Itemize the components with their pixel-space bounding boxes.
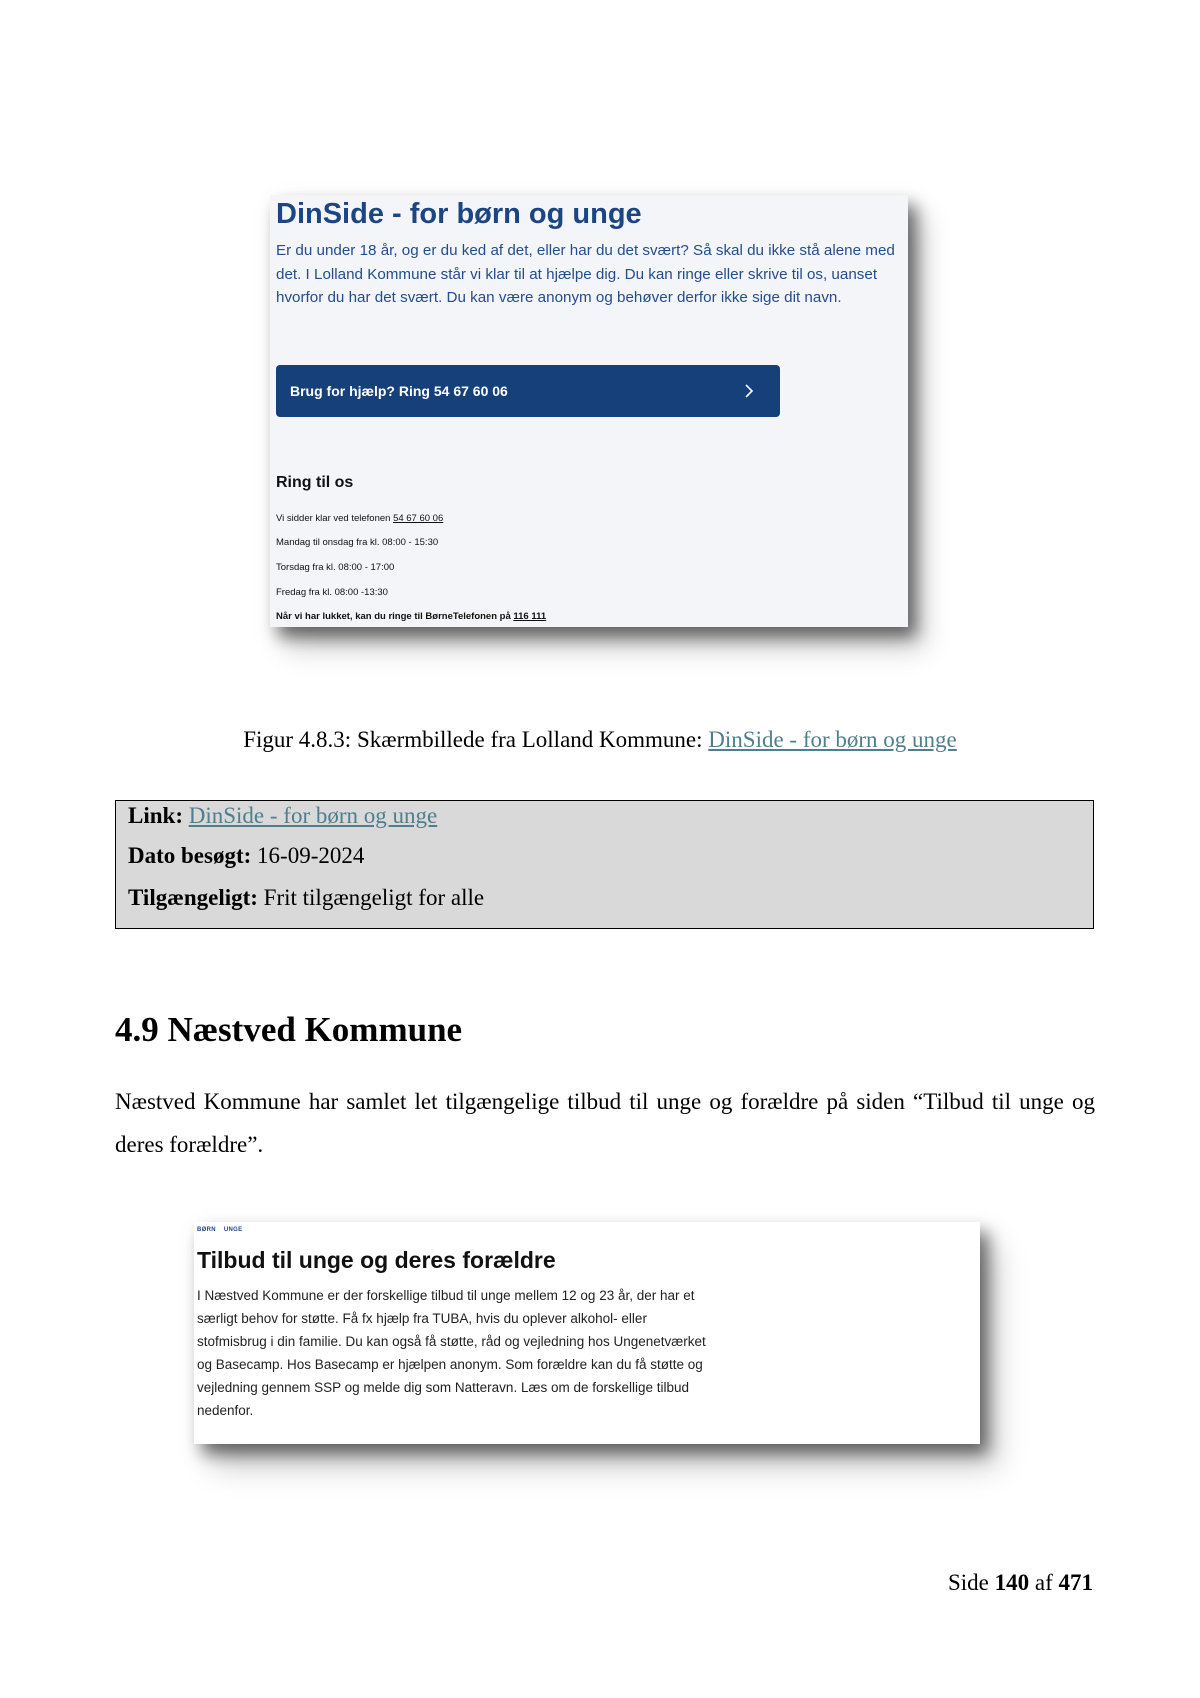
chevron-right-icon: [740, 381, 758, 401]
source-link[interactable]: DinSide - for børn og unge: [188, 803, 438, 828]
breadcrumb-item[interactable]: UNGE: [223, 1227, 243, 1233]
page-middle: af: [1029, 1570, 1059, 1595]
access-value: Frit tilgængeligt for alle: [263, 885, 485, 910]
figure-screenshot-naestved: [194, 1222, 980, 1444]
hours-mon-wed: Mandag til onsdag fra kl. 08:00 - 15:30: [276, 537, 439, 548]
figure2-body: I Næstved Kommune er der forskellige tilbud til unge mellem 12 og 23 år, der har et særligt behov for støtte. Få fx hjælp fra TUBA, hvis du oplever alkohol- eller stofmisbrug i din familie. Du kan også få støtte, råd og vejledning hos Ungenetværket og Basecamp. Hos Basecamp er hjælpen anonym. Som forældre kan du få støtte og vejledning gennem SSP og melde dig som Natteravn. Læs om de forskellige tilbud nedenfor.: [197, 1288, 706, 1418]
section-paragraph: Næstved Kommune har samlet let tilgængelige tilbud til unge og forældre på siden “Tilbud til unge og deres forældre”.: [115, 1089, 1095, 1157]
section-heading: 4.9 Næstved Kommune: [115, 1010, 463, 1049]
closed-line-text: Når vi har lukket, kan du ringe til BørneTelefonen på: [276, 611, 514, 622]
figure1-title: DinSide - for børn og unge: [276, 198, 642, 230]
phone-line-text: Vi sidder klar ved telefonen: [276, 513, 394, 524]
date-label: Dato besøgt:: [128, 843, 252, 868]
childline-phone-link[interactable]: 116 111: [513, 611, 547, 622]
source-info-box: [115, 800, 1094, 929]
access-label: Tilgængeligt:: [128, 885, 258, 910]
breadcrumb: [197, 1227, 250, 1233]
help-call-button[interactable]: [276, 365, 780, 417]
date-row: [128, 843, 364, 869]
page-prefix: Side: [947, 1570, 995, 1595]
phone-line: [276, 513, 443, 524]
figure1-intro: Er du under 18 år, og er du ked af det, eller har du det svært? Så skal du ikke stå alene med det. I Lolland Kommune står vi klar til at hjælpe dig. Du kan ringe eller skrive til os, uanset hvorfor du har det svært. Du kan være anonym og behøver derfor ikke sige dit navn.: [276, 242, 895, 306]
date-value: 16-09-2024: [257, 843, 365, 868]
caption-text: Figur 4.8.3: Skærmbillede fra Lolland Kommune:: [243, 727, 709, 752]
total-pages: 471: [1058, 1570, 1093, 1595]
link-label: Link:: [128, 803, 183, 828]
current-page: 140: [994, 1570, 1030, 1595]
breadcrumb-item[interactable]: BØRN: [197, 1227, 216, 1233]
figure2-title: Tilbud til unge og deres forældre: [197, 1247, 556, 1273]
page-number: [948, 1570, 1093, 1596]
hours-thu: Torsdag fra kl. 08:00 - 17:00: [276, 562, 395, 573]
phone-link[interactable]: 54 67 60 06: [393, 513, 444, 524]
access-row: [128, 885, 484, 911]
caption-link[interactable]: DinSide - for børn og unge: [708, 727, 957, 752]
hours-fri: Fredag fra kl. 08:00 -13:30: [276, 587, 388, 598]
figure-screenshot-lolland: [270, 195, 908, 627]
closed-line: [276, 611, 546, 622]
figure-caption: [0, 727, 1200, 753]
link-row: [128, 803, 437, 829]
call-us-heading: Ring til os: [276, 474, 354, 491]
help-call-button-label: Brug for hjælp? Ring 54 67 60 06: [290, 383, 508, 399]
